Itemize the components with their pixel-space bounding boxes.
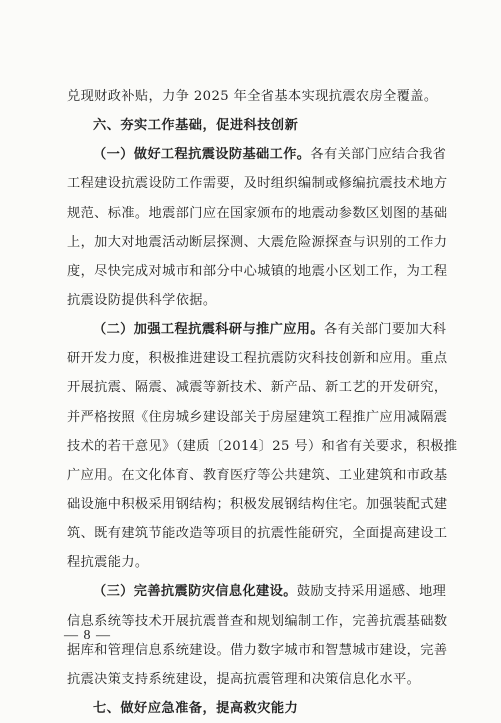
paragraph-line <box>67 140 447 169</box>
paragraph-line <box>67 315 447 344</box>
paragraph-line: 广应用。在文化体育、教育医疗等公共建筑、工业建筑和市政基 <box>67 467 448 483</box>
paragraph-line: 据库和管理信息系统建设。借力数字城市和智慧城市建设，完善 <box>67 642 448 658</box>
subsection-heading: （一）做好工程抗震设防基础工作。 <box>93 147 311 163</box>
paragraph-line: 筑、既有建筑节能改造等项目的抗震性能研究，全面提高建设工 <box>67 526 448 542</box>
paragraph-line: 度，尽快完成对城市和部分中心城镇的地震小区划工作，为工程 <box>67 263 448 279</box>
section-heading: 七、做好应急准备，提高救灾能力 <box>93 700 299 716</box>
paragraph-line: 抗震决策支持系统建设，提高抗震管理和决策信息化水平。 <box>67 671 421 687</box>
paragraph-line: 研开发力度，积极推进建设工程抗震防灾科技创新和应用。重点 <box>67 351 448 367</box>
paragraph-line: 程抗震能力。 <box>67 555 149 571</box>
paragraph-line: 础设施中积极采用钢结构；积极发展钢结构住宅。加强装配式建 <box>67 496 448 512</box>
paragraph-line: 开展抗震、隔震、减震等新技术、新产品、新工艺的开发研究， <box>67 380 448 396</box>
paragraph-line: 并严格按照《住房城乡建设部关于房屋建筑工程推广应用减隔震 <box>67 409 448 425</box>
paragraph-line: 技术的若干意见》（建质〔2014〕25 号）和省有关要求，积极推 <box>67 438 458 454</box>
document-body <box>67 82 458 723</box>
paragraph-line: 信息系统等技术开展抗震普查和规划编制工作，完善抗震基础数 <box>67 613 448 629</box>
paragraph-line: 工程建设抗震设防工作需要，及时组织编制或修编抗震技术地方 <box>67 176 448 192</box>
paragraph-text: 各有关部门要加大科 <box>324 322 447 338</box>
paragraph-line: 上，加大对地震活动断层探测、大震危险源探查与识别的工作力 <box>67 234 448 250</box>
paragraph-text: 鼓励支持采用遥感、地理 <box>296 584 447 600</box>
paragraph-line: 规范、标准。地震部门应在国家颁布的地震动参数区划图的基础 <box>67 205 448 221</box>
paragraph-line <box>67 577 447 606</box>
subsection-heading: （三）完善抗震防灾信息化建设。 <box>93 584 297 600</box>
page-number: — 8 — <box>64 628 111 643</box>
paragraph-line: 兑现财政补贴，力争 2025 年全省基本实现抗震农房全覆盖。 <box>67 89 438 104</box>
paragraph-text: 各有关部门应结合我省 <box>310 147 447 163</box>
section-heading: 六、夯实工作基础，促进科技创新 <box>93 118 299 134</box>
subsection-heading: （二）加强工程抗震科研与推广应用。 <box>93 322 324 338</box>
paragraph-line: 抗震设防提供科学依据。 <box>67 292 217 308</box>
